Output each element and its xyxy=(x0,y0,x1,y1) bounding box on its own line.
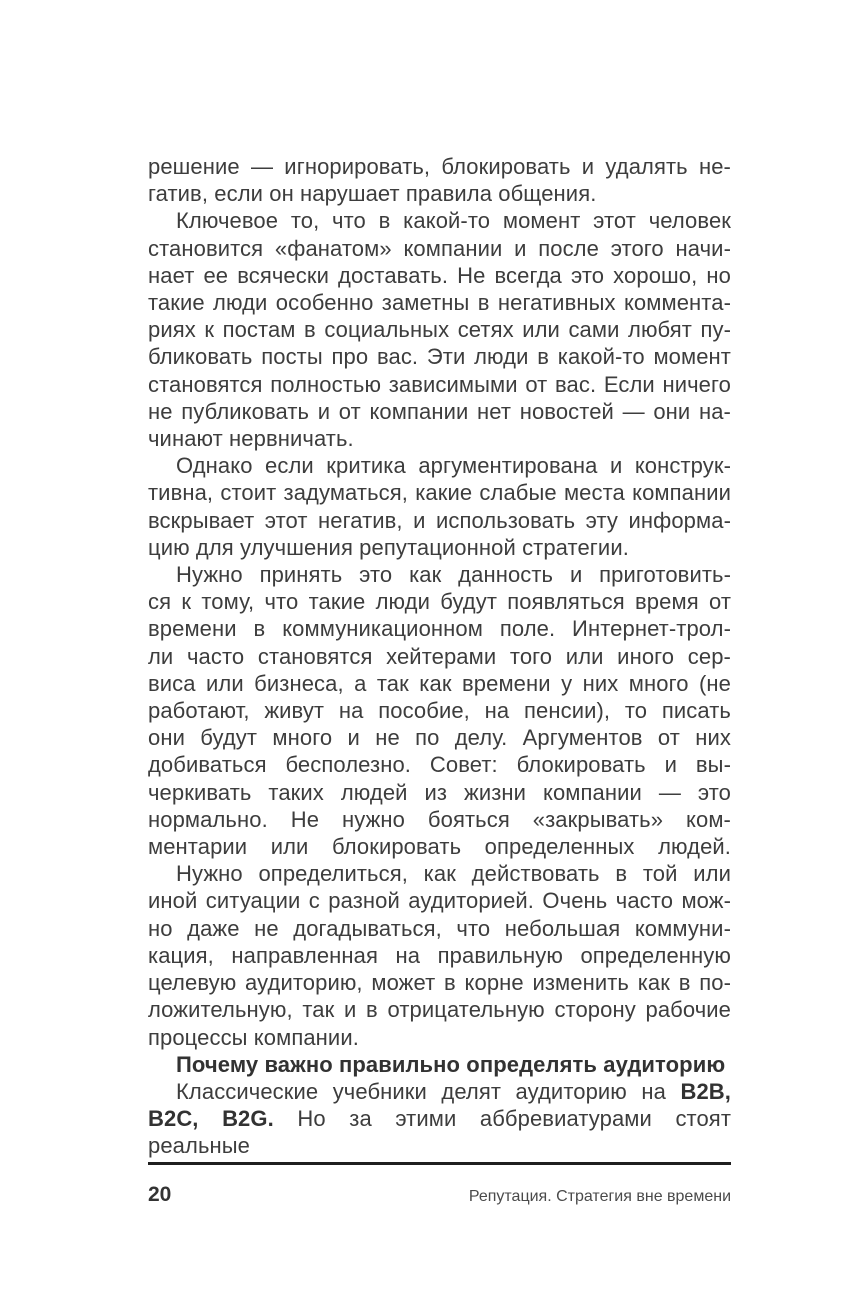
text-line: Нужно определиться, как действовать в той или xyxy=(176,861,731,887)
text-line: Ключевое то, что в какой-то момент этот человек xyxy=(176,208,731,234)
text-line: чинают нервничать. xyxy=(148,426,354,452)
text-line: времени в коммуникационном поле. Интернет-трол- xyxy=(148,616,731,642)
text-line: процессы компании. xyxy=(148,1024,359,1050)
text-line: ли часто становятся хейтерами того или иного сер- xyxy=(148,643,731,669)
text-line: решение — игнорировать, блокировать и удалять не- xyxy=(148,154,731,179)
text-line: но даже не догадываться, что небольшая коммуни- xyxy=(148,915,731,941)
paragraph xyxy=(148,207,731,452)
text-line: черкивать таких людей из жизни компании — это xyxy=(148,779,731,805)
paragraph xyxy=(148,561,731,860)
text-line: ся к тому, что такие люди будут появляться время от xyxy=(148,589,731,615)
footer-rule xyxy=(148,1162,731,1165)
text-line: нормально. Не нужно бояться «закрывать» ком- xyxy=(148,806,731,832)
text-line: Нужно принять это как данность и приготовить- xyxy=(176,562,731,588)
text-line: гатив, если он нарушает правила общения. xyxy=(148,181,597,207)
text-line: добиваться бесполезно. Совет: блокировать и вы- xyxy=(148,752,731,778)
page-number: 20 xyxy=(148,1183,172,1206)
text-line: тивна, стоит задуматься, какие слабые места компании xyxy=(148,480,731,506)
text-line: цию для улучшения репутационной стратегии. xyxy=(148,534,629,560)
text-line: иной ситуации с разной аудиторией. Очень часто мож- xyxy=(148,888,731,914)
paragraph xyxy=(148,1078,731,1160)
text-line: целевую аудиторию, может в корне изменить как в по- xyxy=(148,970,731,996)
text-line: они будут много и не по делу. Аргументов от них xyxy=(148,725,731,751)
text-block xyxy=(148,153,731,1160)
text-line: риях к постам в социальных сетях или сами любят пу- xyxy=(148,317,731,343)
section-heading xyxy=(148,1051,731,1078)
running-title: Репутация. Стратегия вне времени xyxy=(468,1188,731,1205)
text-line: работают, живут на пособие, на пенсии), то писать xyxy=(148,698,731,724)
text-line: виса или бизнеса, а так как времени у них много (не xyxy=(148,670,731,696)
paragraph xyxy=(148,153,731,207)
text-line: Классические учебники делят аудиторию на B2B, xyxy=(176,1078,731,1104)
text-line: кация, направленная на правильную определенную xyxy=(148,942,731,968)
text-line: нает ее всячески доставать. Не всегда это хорошо, но xyxy=(148,262,731,288)
paragraph xyxy=(148,452,731,561)
text-line: ментарии или блокировать определенных людей. xyxy=(148,834,731,860)
text-line: такие люди особенно заметны в негативных коммента- xyxy=(148,290,731,316)
text-line: B2C, B2G. Но за этими аббревиатурами стоят реальные xyxy=(148,1106,731,1159)
text-line: вскрывает этот негатив, и использовать эту информа- xyxy=(148,507,731,533)
text-line: становится «фанатом» компании и после этого начи- xyxy=(148,235,731,261)
heading-line: Почему важно правильно определять аудиторию xyxy=(176,1051,726,1077)
paragraph xyxy=(148,860,731,1050)
text-line: ложительную, так и в отрицательную сторону рабочие xyxy=(148,997,731,1023)
text-line: Однако если критика аргументирована и конструк- xyxy=(176,453,731,479)
text-line: не публиковать и от компании нет новостей — они на- xyxy=(148,398,731,424)
text-line: бликовать посты про вас. Эти люди в какой-то момент xyxy=(148,344,731,370)
text-line: становятся полностью зависимыми от вас. Если ничего xyxy=(148,371,731,397)
